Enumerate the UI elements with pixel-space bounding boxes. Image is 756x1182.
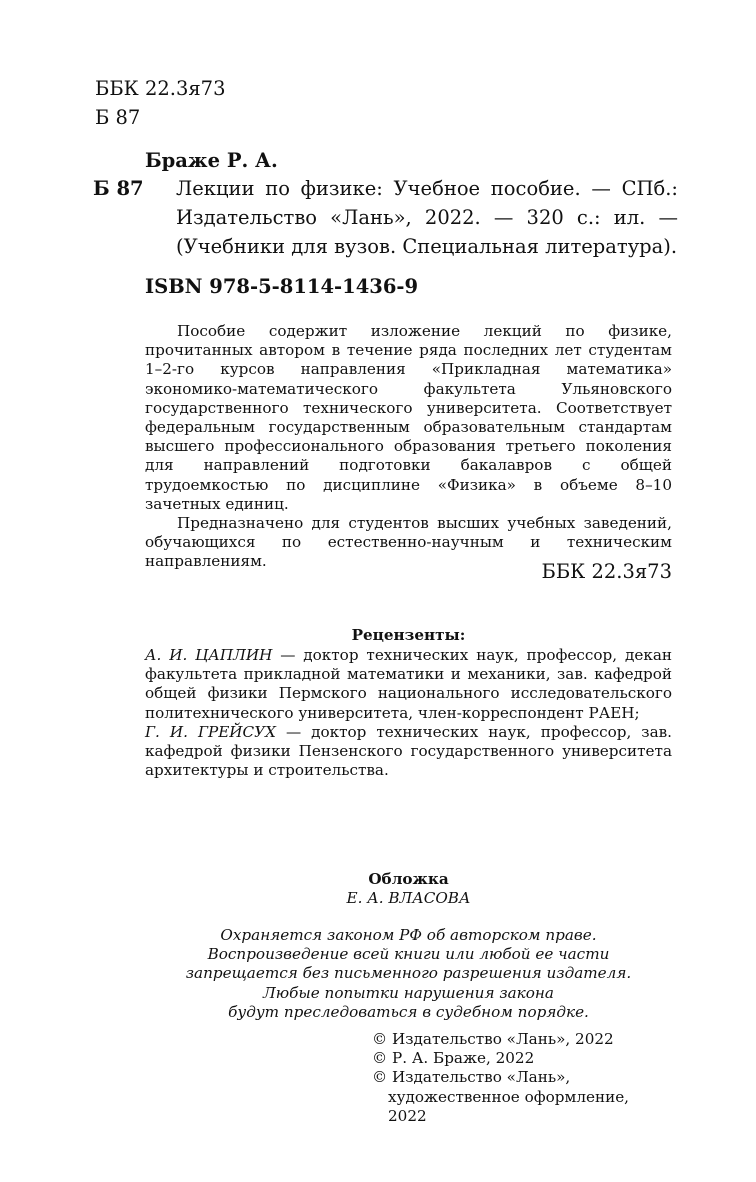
reviewers-list	[145, 646, 672, 780]
header-block	[95, 74, 395, 132]
bbk-code-top: ББК 22.3я73	[95, 77, 226, 100]
reviewer-2-text: — доктор технических наук, профессор, зав. кафедрой физики Пензенского государственного университета архитектуры и строительства.	[145, 722, 673, 780]
abstract-paragraph-2: Предназначено для студентов высших учебных заведений, обучающихся по естественно-научным и техническим направлениям.	[145, 514, 672, 571]
reviewer-1-text: — доктор технических наук, профессор, декан факультета прикладной математики и механики, зав. кафедрой общей физики Пермского национального исследовательского политехнического университета, член-корреспондент РАЕН;	[145, 646, 672, 722]
reviewer-1-name: А. И. ЦАПЛИН	[145, 646, 273, 664]
notice-line: будут преследоваться в судебном порядке.	[228, 1002, 589, 1021]
notice-line: Охраняется законом РФ об авторском праве.	[220, 926, 597, 944]
author-sign-top: Б 87	[95, 106, 141, 129]
copyright-line: © Издательство «Лань», 2022	[372, 1030, 614, 1048]
author-name: Браже Р. А.	[145, 149, 278, 172]
bibliographic-description: Лекции по физике: Учебное пособие. — СПб.: Издательство «Лань», 2022. — 320 с.: ил. — (Учебники для вузов. Специальная литература).	[176, 177, 678, 258]
copyright-line: © Р. А. Браже, 2022	[372, 1049, 535, 1068]
notice-line: запрещается без письменного разрешения издателя.	[185, 964, 632, 983]
copyright-line: художественное оформление, 2022	[388, 1087, 630, 1125]
cover-title: Обложка	[368, 870, 449, 888]
abstract-paragraph-1: Пособие содержит изложение лекций по физике, прочитанных автором в течение ряда последних лет студентам 1–2-го курсов направления «Прикладная математика» экономико-математического факультета Ульяновского государственного технического университета. Соответствует федеральным государственным образовательным стандартам высшего профессионального образования третьего поколения для направлений подготовки бакалавров с общей трудоемкостью по дисциплине «Физика» в объеме 8–10 зачетных единиц.	[145, 322, 672, 513]
notice-line: Воспроизведение всей книги или любой ее части	[207, 945, 610, 964]
abstract	[145, 322, 672, 572]
copyright-line: © Издательство «Лань»,	[372, 1068, 571, 1087]
isbn: ISBN 978-5-8114-1436-9	[145, 275, 419, 298]
notice-line: Любые попытки нарушения закона	[263, 983, 554, 1002]
author-sign: Б 87	[93, 177, 144, 200]
copyright-notice	[145, 926, 672, 1022]
reviewer-2-name: Г. И. ГРЕЙСУХ	[145, 722, 276, 741]
bbk-code-bottom: ББК 22.3я73	[541, 560, 672, 583]
reviewers-title: Рецензенты:	[351, 626, 466, 644]
copyright-lines	[372, 1030, 672, 1126]
cover-credit	[145, 870, 672, 908]
cover-designer: Е. А. ВЛАСОВА	[346, 889, 471, 908]
